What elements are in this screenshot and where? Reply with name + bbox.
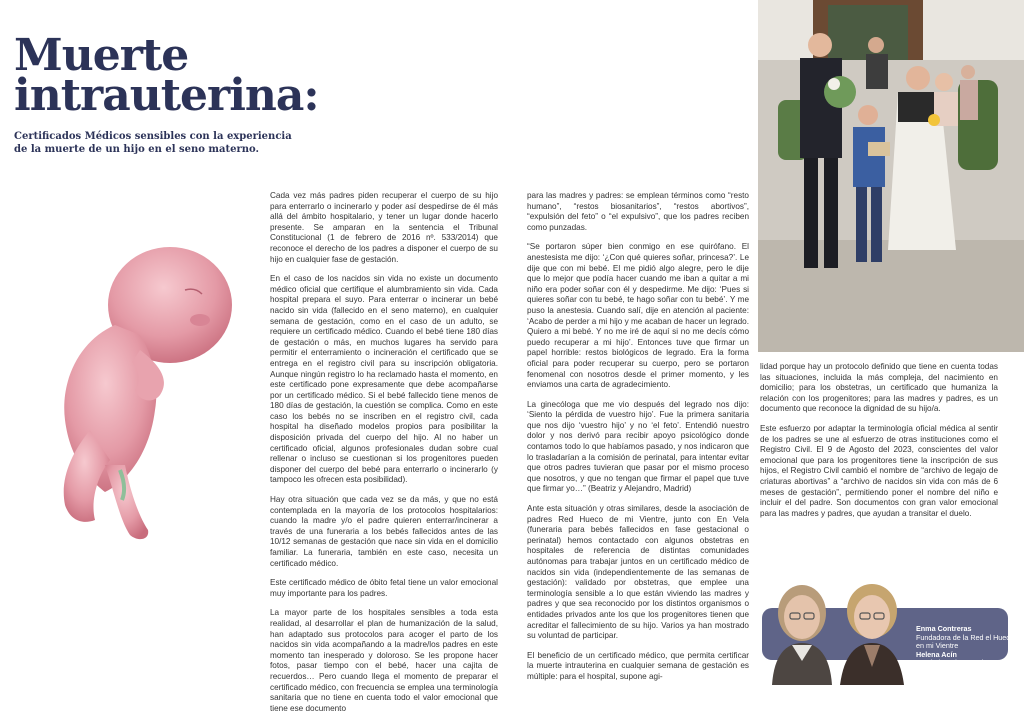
title-line-1: Muerte [14, 30, 189, 81]
author-portrait-2 [836, 577, 908, 685]
author-role: Fundadora de la Red el Hueco en mi Vientre [916, 632, 1014, 651]
author-text [916, 625, 1016, 668]
paragraph: El beneficio de un certificado médico, que permita certificar la muerte intrauterina en cualquier semana de gestación es múltiple: para el hospital, supone agi- [527, 650, 749, 681]
paragraph: para las madres y padres: se emplean términos como “resto humano”, “restos biosanitarios”, “restos abortivos”, “expulsión del feto” o “el expulsivo”, que los padres reciben como punzadas. [527, 191, 749, 232]
author-portrait-1 [766, 577, 838, 685]
column-1 [270, 191, 498, 723]
column-2 [527, 191, 749, 692]
paragraph: Ante esta situación y otras similares, desde la asociación de padres Red Hueco de mi Vientre, junto con En Vela (funeraria para bebés fallecidos en fase gestacional o perinatal) hemos contactado con algunos obstetras en hospitales de referencia de distintas comunidades autónomas para trabajar juntos en un certificado médico de nacidos sin vida (independientemente de las semanas de gestación): validado por obstetras, que emplee una terminología sensible a lo que están viviendo las madres y padres y que sea reconocido por los distintos organismos o entidades privados ante los que los progenitores tienen que acreditar el fallecimiento de su hijo. Varios ya han mostrado su voluntad de participar. [527, 504, 749, 641]
paragraph: La ginecóloga que me vio después del legrado nos dijo: ‘Siento la pérdida de vuestro hijo’. Fue la primera sanitaria que nos dijo ‘vuestro hijo’ y no ‘el feto’. Entendió nuestro dolor y nos derivó para recibir apoyo psicológico donde contamos todo lo que habíamos pasado, y nos indicaron que lo trasladarían a la comisión de perinatal, para intentar evitar que otros padres tuvieran que pasar por el mismo proceso que nosotros, y que no tengan que firmar el papel que tuve que firmar yo…” (Beatriz y Alejandro, Madrid) [527, 399, 749, 494]
author-credits [758, 575, 1020, 687]
paragraph: lidad porque hay un protocolo definido que tiene en cuenta todas las situaciones, incluida la más compleja, del nacimiento en domicilio; para los obstetras, un certificado que humaniza la relación con los progenitores; para las madres y padres, es un documento que reconoce la dignidad de su hijo/a. [760, 362, 998, 414]
family-photo [758, 0, 1024, 352]
paragraph: “Se portaron súper bien conmigo en ese quirófano. El anestesista me dijo: ‘¿Con qué quieres soñar, princesa?’. Le dije que con mi bebé. El me pidió algo alegre, pero le dije que lo mejor que podía hacer cuando me iban a quitar a mi niño era poder soñar con él y despedirme. Me dijo: ‘Pues si quieres soñar con tu bebé, te hago soñar con tu bebé’. Y me puso la anestesia. Cuando salí, dije en atención al paciente: ‘Acabo de perder a mi hijo y me acaban de hacer un legrado. Quiero a mi bebé. Y no me iré de aquí si no me decís cómo puedo recuperar a mi hijo’. Entonces tuve que firmar un papel horrible: restos biológicos de legrado. Era la forma oficial para poder recuperar su cuerpo, pero se portaron fenomenal con nosotros desde el primer momento, y les enviamos una carta de agradecimiento. [527, 242, 749, 390]
author-role: Fundadora de En Vela [916, 658, 988, 668]
article-title [14, 30, 344, 121]
paragraph: Este esfuerzo por adaptar la terminología oficial médica al sentir de los padres se une al esfuerzo de otras instituciones como el Registro Civil. El 9 de Agosto del 2023, conscientes del valor emocional que para los progenitores tiene la inscripción de sus hijos, el Registro Civil cambió el nombre de “archivo de legajo de criaturas abortivas” a “archivo de nacidos sin vida con más de 6 meses de gestación”, permitiendo poner el nombre del niño e incluir el del padre. Son documentos con gran valor emocional para las madres y padres, que ayudan a transitar el duelo. [760, 423, 998, 518]
title-line-2: intrauterina: [14, 70, 319, 121]
paragraph: Hay otra situación que cada vez se da más, y que no está contemplada en la mayoría de los protocolos hospitalarios: cuando la madre y/o el padre quieren enterrar/incinerar a través de una funeraria a los bebés fallecidos antes de las 10/12 semanas de gestación que nace sin vida en el domicilio familiar. La funeraria, también en este caso, necesita un certificado médico. [270, 495, 498, 568]
column-3 [760, 362, 998, 528]
author-name: Helena Acín [916, 649, 957, 659]
article-subtitle: Certificados Médicos sensibles con la experiencia de la muerte de un hijo en el seno materno. [14, 131, 292, 155]
paragraph: La mayor parte de los hospitales sensibles a toda esta realidad, al desarrollar el plan de humanización de la salud, han adaptado sus protocolos para acoger el parto de los nacidos sin vida acompañando a la madre/los padres en este momento tan inesperado y doloroso. Se les propone hacer fotos, pasar tiempo con el bebé, hacer una cajita de recuerdos… Pero cuando llega el momento de preparar el certificado médico, con frecuencia se emplea una terminología sanitaria que no tiene en cuenta todo el valor emocional que tiene ese documento [270, 608, 498, 713]
fetus-illustration [20, 230, 240, 550]
paragraph: Cada vez más padres piden recuperar el cuerpo de su hijo para enterrarlo o incinerarlo y poder así despedirse de él más allá del ámbito hospitalario, y tener un lugar donde hacerlo presente. Se amparan en la sentencia el Tribunal Constitucional (1 de febrero de 2016 nº. 533/2014) que reconoce el derecho de los padres a disponer el cuerpo de su hijo en cualquier fase de gestación. [270, 191, 498, 264]
paragraph: Este certificado médico de óbito fetal tiene un valor emocional muy importante para los padres. [270, 578, 498, 598]
paragraph: En el caso de los nacidos sin vida no existe un documento médico oficial que certifique el alumbramiento sin vida. Cada hospital prepara el suyo. Para enterrar o incinerar un bebé nacido sin vida (fallecido en el seno materno), en cualquier semana de gestación, como en el caso de un adulto, se requiere un certificado médico. Cuando el bebé tiene 180 días de gestación o más, en muchos lugares ha servido para permitir el enterramiento o incineración el certificado que se entrega en el registro civil para su inscripción obligatoria. Aunque ningún registro lo ha reclamado hasta el momento, en este certificado pone expresamente que debe acompañarse por un certificado médico. Si el bebé fallecido tiene menos de 180 días de gestación, la cuestión se complica. Como en este caso los bebés no se inscriben en el registro civil, cada hospital ha diseñado modelos propios para posibilitar la disposición privada del cuerpo del hijo. Al no haber un certificado oficial, algunos profesionales dudan sobre cual rellenar o incluso se cuestionan si los progenitores pueden disponer del cuerpo del bebé para enterrarlo o incinerarlo (y tampoco les ofrecen esta posibilidad). [270, 274, 498, 485]
author-name: Enma Contreras [916, 624, 972, 633]
